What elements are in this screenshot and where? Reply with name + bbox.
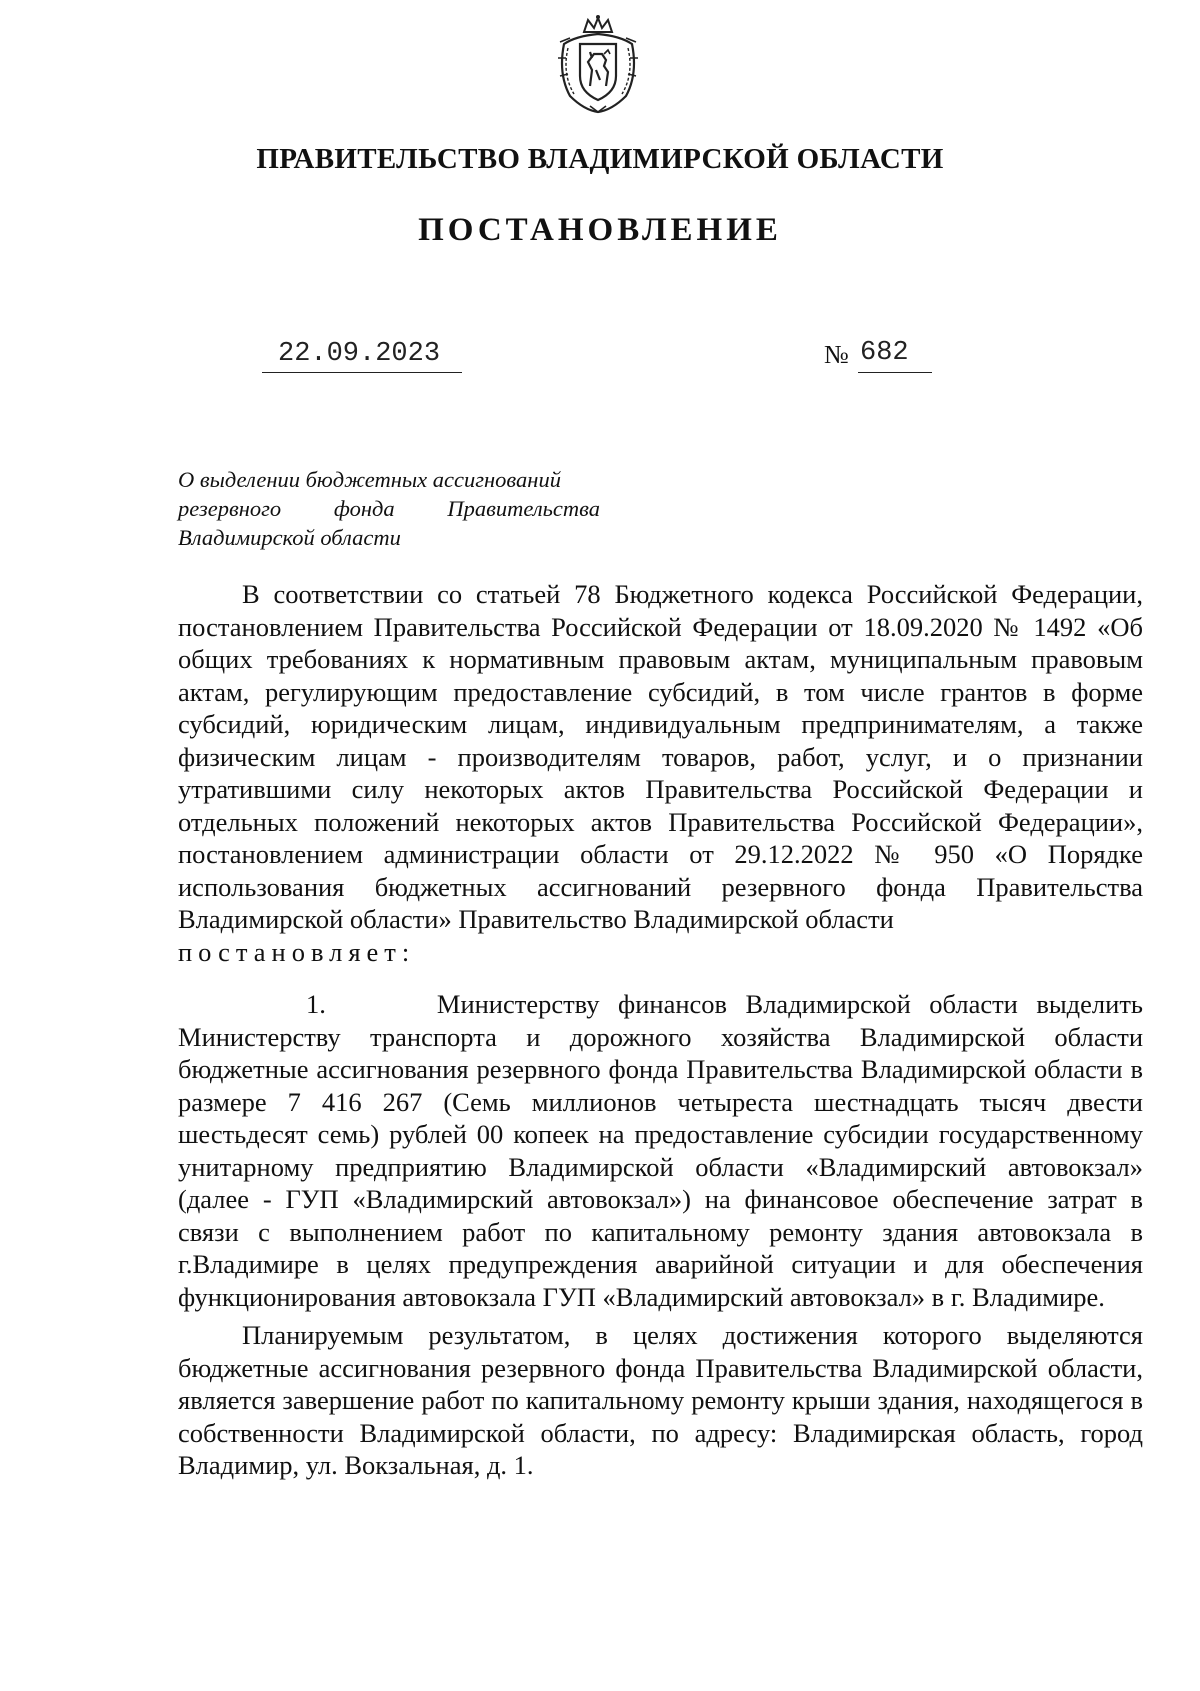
item-text: Министерству финансов Владимирской области выделить Министерству транспорта и дорожного хозяйства Владимирской области бюджетные ассигнования резервного фонда Правительства Владимирской области в размере 7 416 267 (Семь миллионов четыреста шестнадцать тысяч двести шестьдесят семь) рублей 00 копеек на предоставление субсидии государственному унитарному предприятию Владимирской области «Владимирский автовокзал» (далее - ГУП «Владимирский автовокзал») на финансовое обеспечение затрат в связи с выполнением работ по капитальному ремонту здания автовокзала в г.Владимире в целях предупреждения аварийной ситуации и для обеспечения функционирования автовокзала ГУП «Владимирский автовокзал» в г. Владимире. (178, 989, 1143, 1312)
subject-line: Владимирской области (178, 525, 401, 550)
item-paragraph (178, 988, 1143, 1313)
result-paragraph: Планируемым результатом, в целях достижения которого выделяются бюджетные ассигнования резервного фонда Правительства Владимирской области, является завершение работ по капитальному ремонту крыши здания, находящегося в собственности Владимирской области, по адресу: Владимирская область, город Владимир, ул. Вокзальная, д. 1. (178, 1320, 1143, 1480)
paragraph-spacer (178, 968, 1143, 988)
document-number: 682 (860, 338, 909, 368)
preamble-paragraph (178, 578, 1143, 968)
item-number: 1. (306, 989, 326, 1019)
number-label: № (824, 340, 849, 369)
resolves-word: постановляет: (178, 936, 416, 967)
subject-line: О выделении бюджетных ассигнований (178, 467, 561, 492)
document-date: 22.09.2023 (278, 339, 441, 369)
subject-line: резервного фонда Правительства (178, 496, 600, 521)
coat-of-arms-emblem (550, 14, 646, 114)
document-body (178, 578, 1143, 1482)
document-subject (178, 465, 600, 552)
organization-title: ПРАВИТЕЛЬСТВО ВЛАДИМИРСКОЙ ОБЛАСТИ (256, 143, 944, 175)
preamble-text: В соответствии со статьей 78 Бюджетного кодекса Российской Федерации, постановлением Правительства Российской Федерации от 18.09.2020 № 1492 «Об общих требованиях к нормативным правовым актам, муниципальным правовым актам, регулирующим предоставление субсидий, в том числе грантов в форме субсидий, юридическим лицам, индивидуальным предпринимателям, а также физическим лицам - производителям товаров, работ, услуг, и о признании утратившими силу некоторых актов Правительства Российской Федерации и отдельных положений некоторых актов Правительства Российской Федерации», постановлением администрации области от 29.12.2022 № 950 «О Порядке использования бюджетных ассигнований резервного фонда Правительства Владимирской области» Правительство Владимирской области (178, 579, 1143, 934)
document-type-heading: ПОСТАНОВЛЕНИЕ (418, 212, 782, 248)
